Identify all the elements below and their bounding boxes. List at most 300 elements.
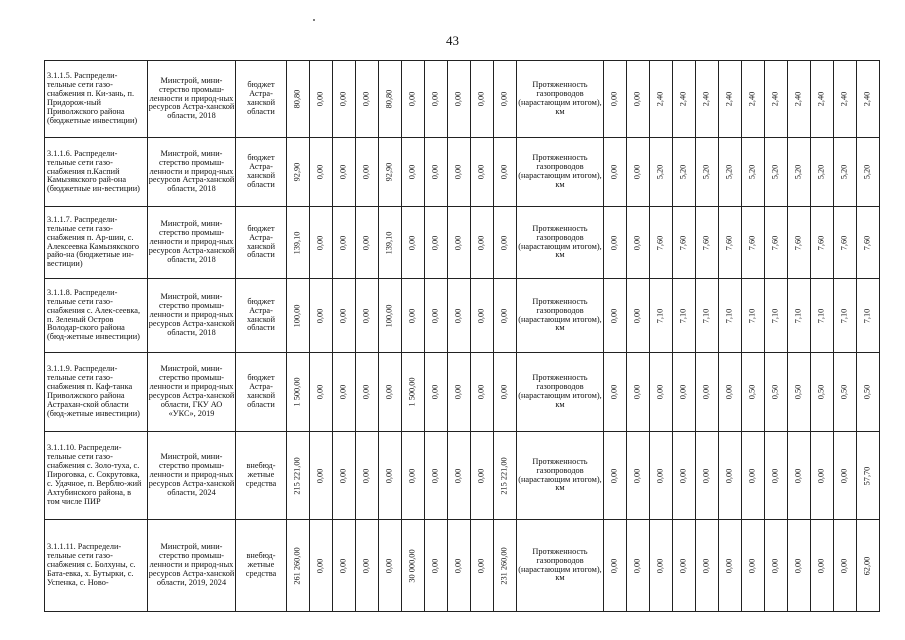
funding-value-value: 92,90 — [384, 162, 394, 182]
target-value — [765, 353, 788, 432]
funding-value-value: 0,00 — [476, 235, 486, 250]
target-value — [650, 520, 673, 612]
indicator-cell-text: Протяженность газопроводов (нарастающим итогом), км — [518, 80, 602, 116]
table-row — [45, 279, 880, 353]
funding-value — [448, 61, 471, 138]
target-value — [857, 61, 880, 138]
target-value — [604, 432, 627, 520]
funding-value-value: 215 221,00 — [499, 456, 509, 495]
target-value — [673, 520, 696, 612]
target-value-value: 0,00 — [816, 468, 826, 483]
target-value-value: 2,40 — [747, 91, 757, 107]
funding-value-value: 80,80 — [384, 89, 394, 109]
target-value — [857, 432, 880, 520]
target-value — [719, 353, 742, 432]
target-value — [788, 520, 811, 612]
funding-source-cell-text: бюджет Астра-ханской области — [246, 153, 276, 189]
target-value-value: 7,60 — [770, 235, 780, 250]
table-row — [45, 61, 880, 138]
target-value — [742, 207, 765, 279]
funding-value-value: 0,00 — [430, 308, 440, 323]
target-value-value: 7,60 — [747, 235, 757, 250]
target-value-value: 0,00 — [770, 468, 780, 483]
funding-value — [356, 520, 379, 612]
funding-value — [333, 520, 356, 612]
table-row — [45, 432, 880, 520]
funding-value — [494, 207, 517, 279]
target-value-value: 5,20 — [747, 164, 757, 180]
table-row — [45, 138, 880, 207]
target-value-value: 7,60 — [655, 235, 665, 250]
target-value — [604, 207, 627, 279]
funding-value-value: 0,00 — [499, 235, 509, 250]
target-value — [742, 520, 765, 612]
target-value — [696, 432, 719, 520]
funding-value-value: 261 260,00 — [292, 546, 302, 585]
funding-value-value: 92,90 — [292, 162, 302, 182]
funding-source-cell — [236, 61, 287, 138]
funding-source-cell-text: внебюд-жетные средства — [245, 461, 277, 488]
target-value-value: 7,60 — [816, 235, 826, 250]
target-value — [811, 432, 834, 520]
funding-value — [310, 432, 333, 520]
table-row — [45, 353, 880, 432]
executor-cell — [148, 207, 236, 279]
target-value-value: 7,10 — [839, 308, 849, 323]
target-value — [650, 207, 673, 279]
target-value-value: 7,60 — [678, 235, 688, 250]
funding-value — [494, 138, 517, 207]
funding-value-value: 0,00 — [476, 91, 486, 107]
funding-value-value: 0,00 — [453, 164, 463, 180]
funding-value — [356, 61, 379, 138]
funding-value — [402, 279, 425, 353]
target-value — [742, 353, 765, 432]
measure-name-text: 3.1.1.6. Распредели-тельные сети газо-снабжения п.Каспий Камызякского рай-она (бюджетные ин-вестиции) — [47, 148, 140, 194]
target-value-value: 2,40 — [724, 91, 734, 107]
funding-value — [494, 432, 517, 520]
funding-value-value: 0,00 — [476, 308, 486, 323]
measure-name — [45, 353, 148, 432]
funding-value-value: 0,00 — [407, 468, 417, 483]
target-value-value: 0,00 — [655, 558, 665, 573]
target-value-value: 0,00 — [632, 558, 642, 573]
target-value — [719, 61, 742, 138]
target-value — [742, 279, 765, 353]
funding-value — [287, 432, 310, 520]
funding-value — [471, 138, 494, 207]
target-value — [650, 61, 673, 138]
funding-value-value: 0,00 — [338, 468, 348, 483]
target-value — [604, 353, 627, 432]
funding-value-value: 0,00 — [476, 384, 486, 400]
target-value — [627, 520, 650, 612]
funding-value — [287, 138, 310, 207]
page-number: 43 — [446, 33, 459, 48]
funding-value — [448, 520, 471, 612]
target-value-value: 0,00 — [678, 558, 688, 573]
target-value — [834, 432, 857, 520]
funding-value — [425, 138, 448, 207]
funding-value — [471, 432, 494, 520]
target-value-value: 5,20 — [816, 164, 826, 180]
target-value-value: 0,00 — [724, 468, 734, 483]
funding-value — [379, 353, 402, 432]
indicator-cell-text: Протяженность газопроводов (нарастающим итогом), км — [518, 373, 602, 409]
funding-value — [402, 138, 425, 207]
target-value — [788, 138, 811, 207]
target-value — [604, 520, 627, 612]
funding-value — [494, 353, 517, 432]
target-value — [765, 138, 788, 207]
funding-value-value: 0,00 — [361, 558, 371, 573]
target-value — [627, 353, 650, 432]
target-value — [719, 432, 742, 520]
funding-value — [310, 207, 333, 279]
executor-cell — [148, 138, 236, 207]
funding-value — [379, 279, 402, 353]
target-value-value: 0,00 — [609, 235, 619, 250]
funding-value — [333, 279, 356, 353]
funding-value-value: 0,00 — [361, 164, 371, 180]
funding-source-cell-text: бюджет Астра-ханской области — [246, 296, 276, 333]
measure-name — [45, 279, 148, 353]
target-value — [811, 353, 834, 432]
funding-value — [379, 61, 402, 138]
indicator-cell — [517, 207, 604, 279]
executor-cell-text: Минстрой, мини-стерство промыш-ленности и природ-ных ресурсов Астра-ханской области, ГКУ АО «УКС», 2019 — [148, 364, 235, 418]
target-value — [742, 61, 765, 138]
indicator-cell-text: Протяженность газопроводов (нарастающим итогом), км — [518, 296, 602, 333]
target-value-value: 0,00 — [793, 468, 803, 483]
target-value — [650, 432, 673, 520]
funding-value — [425, 520, 448, 612]
funding-value-value: 0,00 — [407, 91, 417, 107]
funding-source-cell-text: бюджет Астра-ханской области — [246, 373, 276, 409]
executor-cell-text: Минстрой, мини-стерство промыш-ленности и природ-ных ресурсов Астра-ханской области, 2018 — [148, 292, 235, 337]
funding-value — [333, 207, 356, 279]
target-value — [765, 279, 788, 353]
target-value — [857, 520, 880, 612]
executor-cell-text: Минстрой, мини-стерство промыш-ленности и природ-ных ресурсов Астра-ханской области, 2018 — [148, 219, 235, 264]
target-value — [627, 432, 650, 520]
funding-value — [333, 138, 356, 207]
funding-value-value: 215 221,00 — [292, 456, 302, 495]
target-value — [765, 520, 788, 612]
funding-value-value: 0,00 — [430, 235, 440, 250]
target-value-value: 0,00 — [701, 558, 711, 573]
target-value-value: 0,00 — [724, 384, 734, 400]
target-value — [696, 207, 719, 279]
funding-value — [356, 207, 379, 279]
funding-value-value: 139,10 — [292, 231, 302, 254]
target-value — [650, 279, 673, 353]
indicator-cell-text: Протяженность газопроводов (нарастающим итогом), км — [518, 223, 602, 260]
funding-value-value: 100,00 — [292, 304, 302, 327]
target-value-value: 7,60 — [839, 235, 849, 250]
target-value-value: 0,00 — [678, 384, 688, 400]
funding-value — [287, 279, 310, 353]
funding-value — [471, 520, 494, 612]
target-value — [673, 61, 696, 138]
funding-value-value: 0,00 — [499, 164, 509, 180]
target-value — [719, 138, 742, 207]
funding-value — [425, 207, 448, 279]
target-value-value: 0,00 — [770, 558, 780, 573]
target-value — [627, 279, 650, 353]
target-value — [765, 207, 788, 279]
funding-value-value: 0,00 — [315, 91, 325, 107]
funding-value — [471, 207, 494, 279]
executor-cell — [148, 353, 236, 432]
funding-value — [333, 432, 356, 520]
funding-value — [333, 61, 356, 138]
funding-value-value: 0,00 — [315, 308, 325, 323]
funding-value-value: 0,00 — [476, 468, 486, 483]
target-value-value: 0,00 — [609, 384, 619, 400]
target-value-value: 5,20 — [655, 164, 665, 180]
target-value-value: 7,60 — [701, 235, 711, 250]
target-value — [719, 279, 742, 353]
funding-source-cell-text: бюджет Астра-ханской области — [246, 223, 276, 260]
target-value-value: 0,00 — [632, 468, 642, 483]
target-value — [834, 353, 857, 432]
funding-value-value: 1 500,00 — [407, 377, 417, 407]
funding-value-value: 0,00 — [430, 91, 440, 107]
target-value — [673, 353, 696, 432]
funding-value — [379, 520, 402, 612]
measure-name-text: 3.1.1.5. Распредели-тельные сети газо-снабжения п. Ки-зань, п. Придорож-ный Приволжского района (бюджетные инвестиции) — [47, 71, 138, 125]
funding-value-value: 0,00 — [338, 91, 348, 107]
funding-value-value: 0,00 — [430, 384, 440, 400]
funding-value-value: 0,00 — [384, 468, 394, 483]
funding-value-value: 0,00 — [361, 308, 371, 323]
target-value — [719, 520, 742, 612]
target-value — [857, 353, 880, 432]
funding-value-value: 100,00 — [384, 304, 394, 327]
target-value — [673, 138, 696, 207]
funding-value — [402, 207, 425, 279]
target-value — [857, 207, 880, 279]
funding-value — [356, 432, 379, 520]
target-value — [604, 279, 627, 353]
funding-value-value: 0,00 — [338, 164, 348, 180]
funding-source-cell — [236, 432, 287, 520]
target-value-value: 5,20 — [701, 164, 711, 180]
target-value-value: 0,00 — [701, 468, 711, 483]
target-value-value: 0,00 — [609, 558, 619, 573]
target-value-value: 0,00 — [609, 308, 619, 323]
target-value-value: 0,00 — [609, 91, 619, 107]
target-value-value: 7,10 — [770, 308, 780, 323]
indicator-cell — [517, 520, 604, 612]
funding-value-value: 0,00 — [430, 468, 440, 483]
funding-value-value: 0,00 — [384, 384, 394, 400]
executor-cell — [148, 432, 236, 520]
target-value — [627, 61, 650, 138]
executor-cell-text: Минстрой, мини-стерство промыш-ленности и природ-ных ресурсов Астра-ханской области, 2019, 2024 — [148, 542, 235, 587]
target-value-value: 0,50 — [747, 384, 757, 400]
funding-value — [494, 279, 517, 353]
funding-value-value: 0,00 — [453, 308, 463, 323]
executor-cell — [148, 520, 236, 612]
funding-value — [471, 61, 494, 138]
executor-cell-text: Минстрой, мини-стерство промыш-ленности и природ-ных ресурсов Астра-ханской области, 2018 — [148, 75, 235, 121]
funding-value — [310, 61, 333, 138]
target-value — [719, 207, 742, 279]
target-value — [765, 61, 788, 138]
target-value-value: 0,00 — [655, 384, 665, 400]
indicator-cell — [517, 353, 604, 432]
target-value-value: 0,00 — [632, 164, 642, 180]
funding-value-value: 139,10 — [384, 231, 394, 254]
target-value-value: 7,10 — [862, 308, 872, 323]
funding-value-value: 0,00 — [407, 308, 417, 323]
funding-value — [287, 353, 310, 432]
funding-value-value: 0,00 — [338, 235, 348, 250]
indicator-cell — [517, 279, 604, 353]
target-value — [742, 138, 765, 207]
target-value-value: 0,50 — [793, 384, 803, 400]
target-value — [788, 279, 811, 353]
indicator-cell — [517, 138, 604, 207]
funding-value — [402, 353, 425, 432]
executor-cell-text: Минстрой, мини-стерство промыш-ленности и природ-ных ресурсов Астра-ханской области, 2024 — [148, 452, 235, 497]
funding-value — [379, 432, 402, 520]
indicator-cell — [517, 61, 604, 138]
target-value-value: 0,00 — [655, 468, 665, 483]
funding-value-value: 0,00 — [453, 468, 463, 483]
target-value-value: 5,20 — [862, 164, 872, 180]
target-value-value: 0,50 — [839, 384, 849, 400]
funding-source-cell — [236, 520, 287, 612]
target-value — [696, 353, 719, 432]
funding-value — [333, 353, 356, 432]
measure-name — [45, 432, 148, 520]
target-value-value: 7,10 — [747, 308, 757, 323]
executor-cell — [148, 279, 236, 353]
funding-value — [448, 279, 471, 353]
target-value — [788, 432, 811, 520]
target-value-value: 2,40 — [655, 91, 665, 107]
target-value — [811, 207, 834, 279]
target-value-value: 7,10 — [793, 308, 803, 323]
indicator-cell-text: Протяженность газопроводов (нарастающим итогом), км — [518, 153, 602, 189]
target-value — [834, 61, 857, 138]
funding-value-value: 0,00 — [315, 558, 325, 573]
measure-name — [45, 207, 148, 279]
funding-value-value: 0,00 — [453, 384, 463, 400]
target-value-value: 7,10 — [816, 308, 826, 323]
target-value-value: 0,50 — [770, 384, 780, 400]
target-value-value: 7,10 — [701, 308, 711, 323]
funding-value-value: 0,00 — [315, 164, 325, 180]
target-value-value: 2,40 — [678, 91, 688, 107]
target-value — [834, 520, 857, 612]
funding-value-value: 0,00 — [384, 558, 394, 573]
target-value-value: 0,00 — [632, 235, 642, 250]
funding-value — [379, 138, 402, 207]
funding-value — [425, 279, 448, 353]
funding-value-value: 0,00 — [315, 235, 325, 250]
target-value-value: 0,00 — [839, 468, 849, 483]
funding-value — [356, 138, 379, 207]
funding-value-value: 0,00 — [361, 91, 371, 107]
target-value — [834, 279, 857, 353]
target-value — [857, 138, 880, 207]
funding-value — [402, 61, 425, 138]
target-value — [604, 61, 627, 138]
funding-value-value: 0,00 — [476, 164, 486, 180]
funding-value-value: 80,80 — [292, 89, 302, 109]
funding-source-cell — [236, 353, 287, 432]
target-value-value: 5,20 — [839, 164, 849, 180]
funding-value — [471, 279, 494, 353]
target-value-value: 0,00 — [816, 558, 826, 573]
funding-value — [287, 207, 310, 279]
target-value-value: 0,00 — [632, 308, 642, 323]
target-value-value: 0,00 — [747, 558, 757, 573]
measure-name — [45, 520, 148, 612]
funding-value — [310, 138, 333, 207]
funding-value-value: 0,00 — [430, 558, 440, 573]
target-value — [811, 279, 834, 353]
funding-value-value: 0,00 — [338, 308, 348, 323]
target-value-value: 0,00 — [609, 468, 619, 483]
target-value-value: 0,00 — [632, 384, 642, 400]
measure-name-text: 3.1.1.9. Распредели-тельные сети газо-снабжения п. Каф-танка Приволжского района Астрахан-ской области (бюд-жетные инвестиции) — [47, 364, 140, 418]
funding-value — [494, 520, 517, 612]
measure-name-text: 3.1.1.7. Распредели-тельные сети газо-снабжения п. Ар-шин, с. Алексеевка Камызякского райо-на (бюджетные ин-вестиции) — [47, 214, 140, 269]
table-row — [45, 207, 880, 279]
funding-source-cell — [236, 207, 287, 279]
funding-source-cell-text: бюджет Астра-ханской области — [246, 80, 276, 116]
funding-value-value: 0,00 — [499, 384, 509, 400]
funding-value-value: 231 260,00 — [499, 546, 509, 585]
target-value-value: 7,10 — [655, 308, 665, 323]
funding-value — [448, 432, 471, 520]
target-value — [834, 207, 857, 279]
measure-name — [45, 61, 148, 138]
target-value-value: 5,20 — [678, 164, 688, 180]
funding-value — [310, 353, 333, 432]
funding-value — [494, 61, 517, 138]
funding-value-value: 30 000,00 — [407, 548, 417, 583]
funding-value-value: 0,00 — [338, 384, 348, 400]
target-value — [696, 138, 719, 207]
target-value — [673, 432, 696, 520]
target-value-value: 0,00 — [701, 384, 711, 400]
funding-value-value: 0,00 — [315, 468, 325, 483]
funding-value — [310, 279, 333, 353]
funding-value-value: 1 500,00 — [292, 377, 302, 407]
funding-source-cell — [236, 138, 287, 207]
funding-value-value: 0,00 — [407, 235, 417, 250]
target-value-value: 5,20 — [724, 164, 734, 180]
target-value — [811, 520, 834, 612]
target-value-value: 0,50 — [816, 384, 826, 400]
indicator-cell — [517, 432, 604, 520]
target-value-value: 2,40 — [862, 91, 872, 107]
measure-name — [45, 138, 148, 207]
indicator-cell-text: Протяженность газопроводов (нарастающим итогом), км — [518, 456, 602, 493]
table-row — [45, 520, 880, 612]
target-value-value: 2,40 — [816, 91, 826, 107]
target-value-value: 7,10 — [724, 308, 734, 323]
funding-value-value: 0,00 — [476, 558, 486, 573]
measure-name-text: 3.1.1.10. Распредели-тельные сети газо-снабжения с. Золо-туха, с. Пироговка, с. Сокрутовка, с. Удачное, п. Верблю-жий Ахтубинского района, в том числе ПИР — [47, 443, 142, 506]
target-value — [811, 138, 834, 207]
